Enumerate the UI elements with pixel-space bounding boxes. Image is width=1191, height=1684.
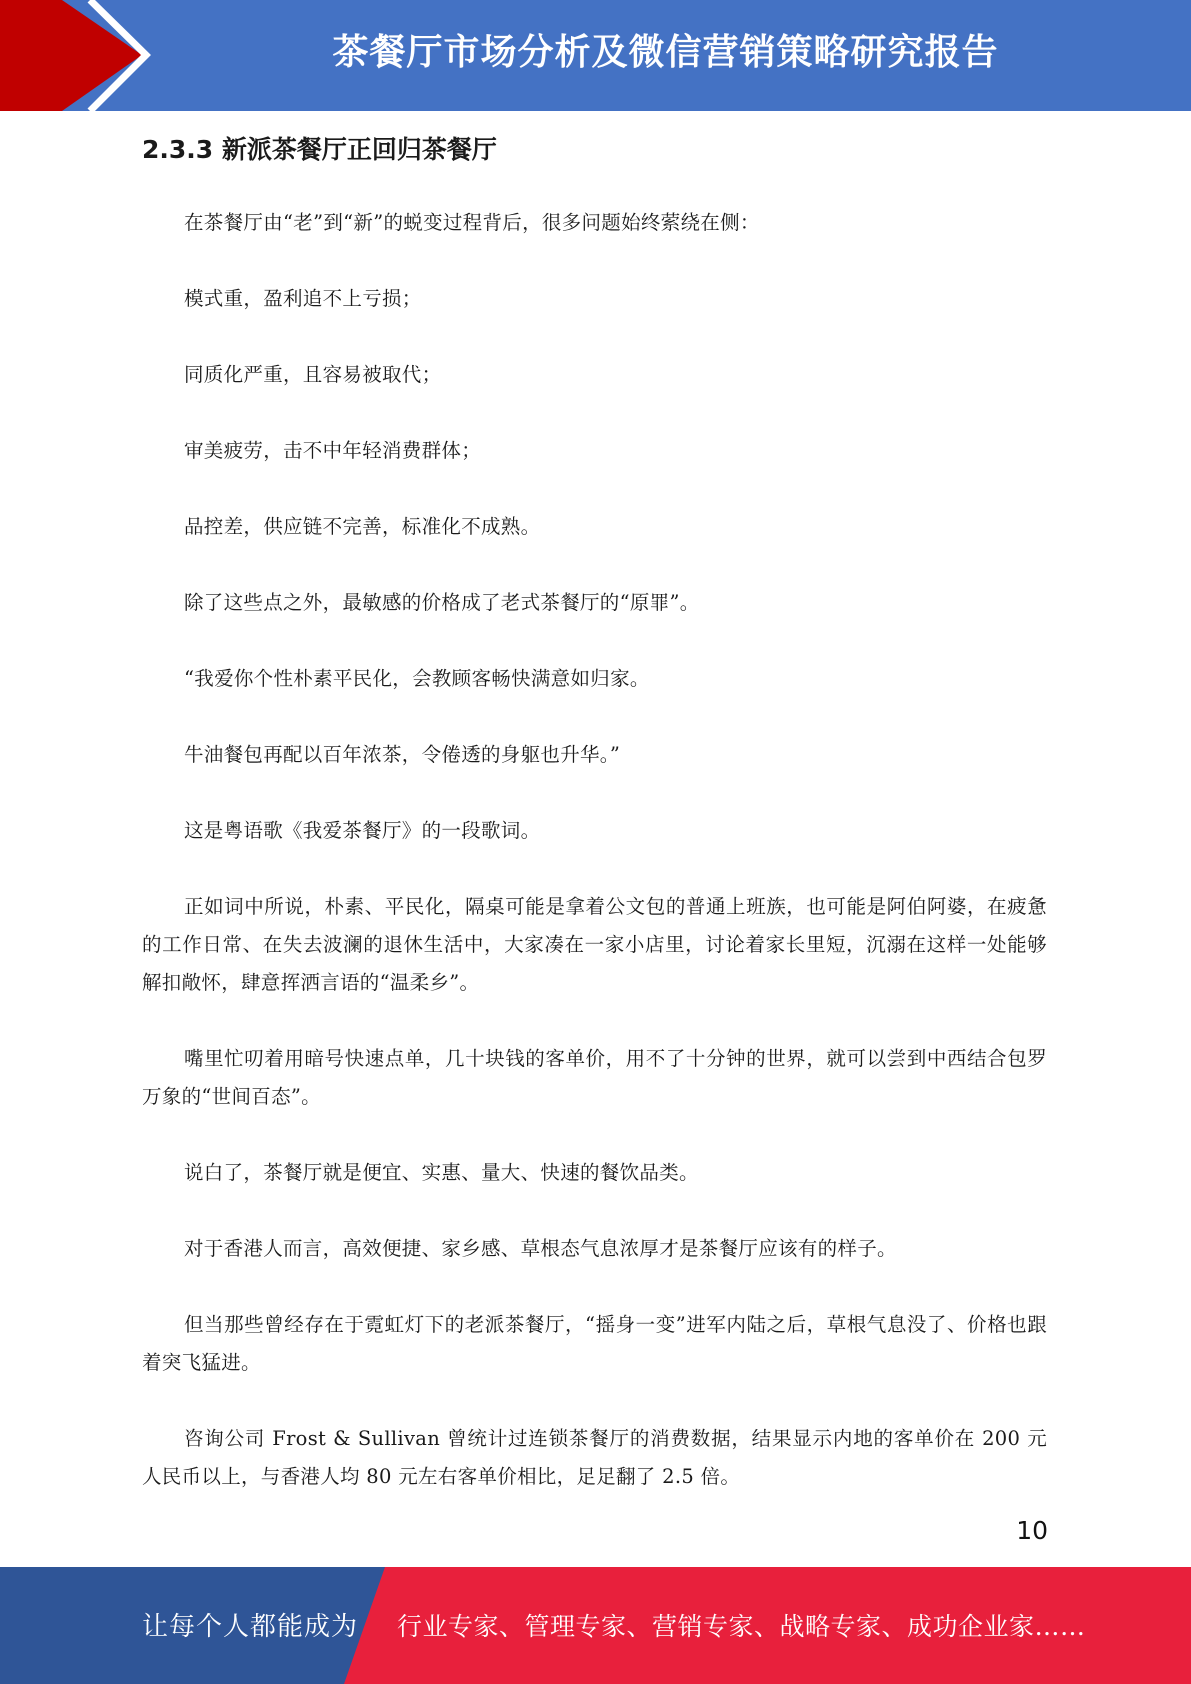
footer-band — [0, 1567, 1191, 1684]
paragraph: 但当那些曾经存在于霓虹灯下的老派茶餐厅，“摇身一变”进军内陆之后，草根气息没了、价格也跟着突飞猛进。 — [142, 1313, 1047, 1374]
paragraph: 对于香港人而言，高效便捷、家乡感、草根态气息浓厚才是茶餐厅应该有的样子。 — [184, 1237, 897, 1260]
paragraph-list — [142, 204, 1047, 1496]
paragraph: 正如词中所说，朴素、平民化，隔桌可能是拿着公文包的普通上班族，也可能是阿伯阿婆，在疲惫的工作日常、在失去波澜的退休生活中，大家凑在一家小店里，讨论着家长里短，沉溺在这样一处能够解扣敞怀，肆意挥洒言语的“温柔乡”。 — [142, 895, 1047, 994]
paragraph: 同质化严重，且容易被取代； — [184, 363, 442, 386]
paragraph: 牛油餐包再配以百年浓茶，令倦透的身躯也升华。” — [184, 743, 621, 766]
paragraph: 品控差，供应链不完善，标准化不成熟。 — [184, 515, 541, 538]
paragraph: 在茶餐厅由“老”到“新”的蜕变过程背后，很多问题始终萦绕在侧： — [184, 211, 760, 234]
main-content — [142, 130, 1047, 1534]
page-number: 10 — [1016, 1516, 1048, 1545]
paragraph: “我爱你个性朴素平民化，会教顾客畅快满意如归家。 — [184, 667, 650, 690]
footer-slogan-left: 让每个人都能成为 — [142, 1612, 359, 1642]
paragraph: 模式重，盈利追不上亏损； — [184, 287, 422, 310]
paragraph: 这是粤语歌《我爱茶餐厅》的一段歌词。 — [184, 819, 541, 842]
paragraph: 嘴里忙叨着用暗号快速点单，几十块钱的客单价，用不了十分钟的世界，就可以尝到中西结合包罗万象的“世间百态”。 — [142, 1047, 1047, 1108]
header-band — [0, 0, 1191, 111]
paragraph: 说白了，茶餐厅就是便宜、实惠、量大、快速的餐饮品类。 — [184, 1161, 699, 1184]
footer-slogan-right: 行业专家、管理专家、营销专家、战略专家、成功企业家…… — [397, 1612, 1086, 1641]
section-heading: 2.3.3 新派茶餐厅正回归茶餐厅 — [142, 135, 497, 164]
header-red-arrow — [0, 0, 142, 111]
paragraph: 咨询公司 Frost & Sullivan 曾统计过连锁茶餐厅的消费数据，结果显示内地的客单价在 200 元人民币以上，与香港人均 80 元左右客单价相比，足足翻了 2.5 倍。 — [142, 1427, 1047, 1488]
paragraph: 审美疲劳，击不中年轻消费群体； — [184, 439, 482, 462]
header-arrow-decoration — [0, 0, 160, 111]
paragraph: 除了这些点之外，最敏感的价格成了老式茶餐厅的“原罪”。 — [184, 591, 700, 614]
document-title: 茶餐厅市场分析及微信营销策略研究报告 — [332, 32, 999, 73]
